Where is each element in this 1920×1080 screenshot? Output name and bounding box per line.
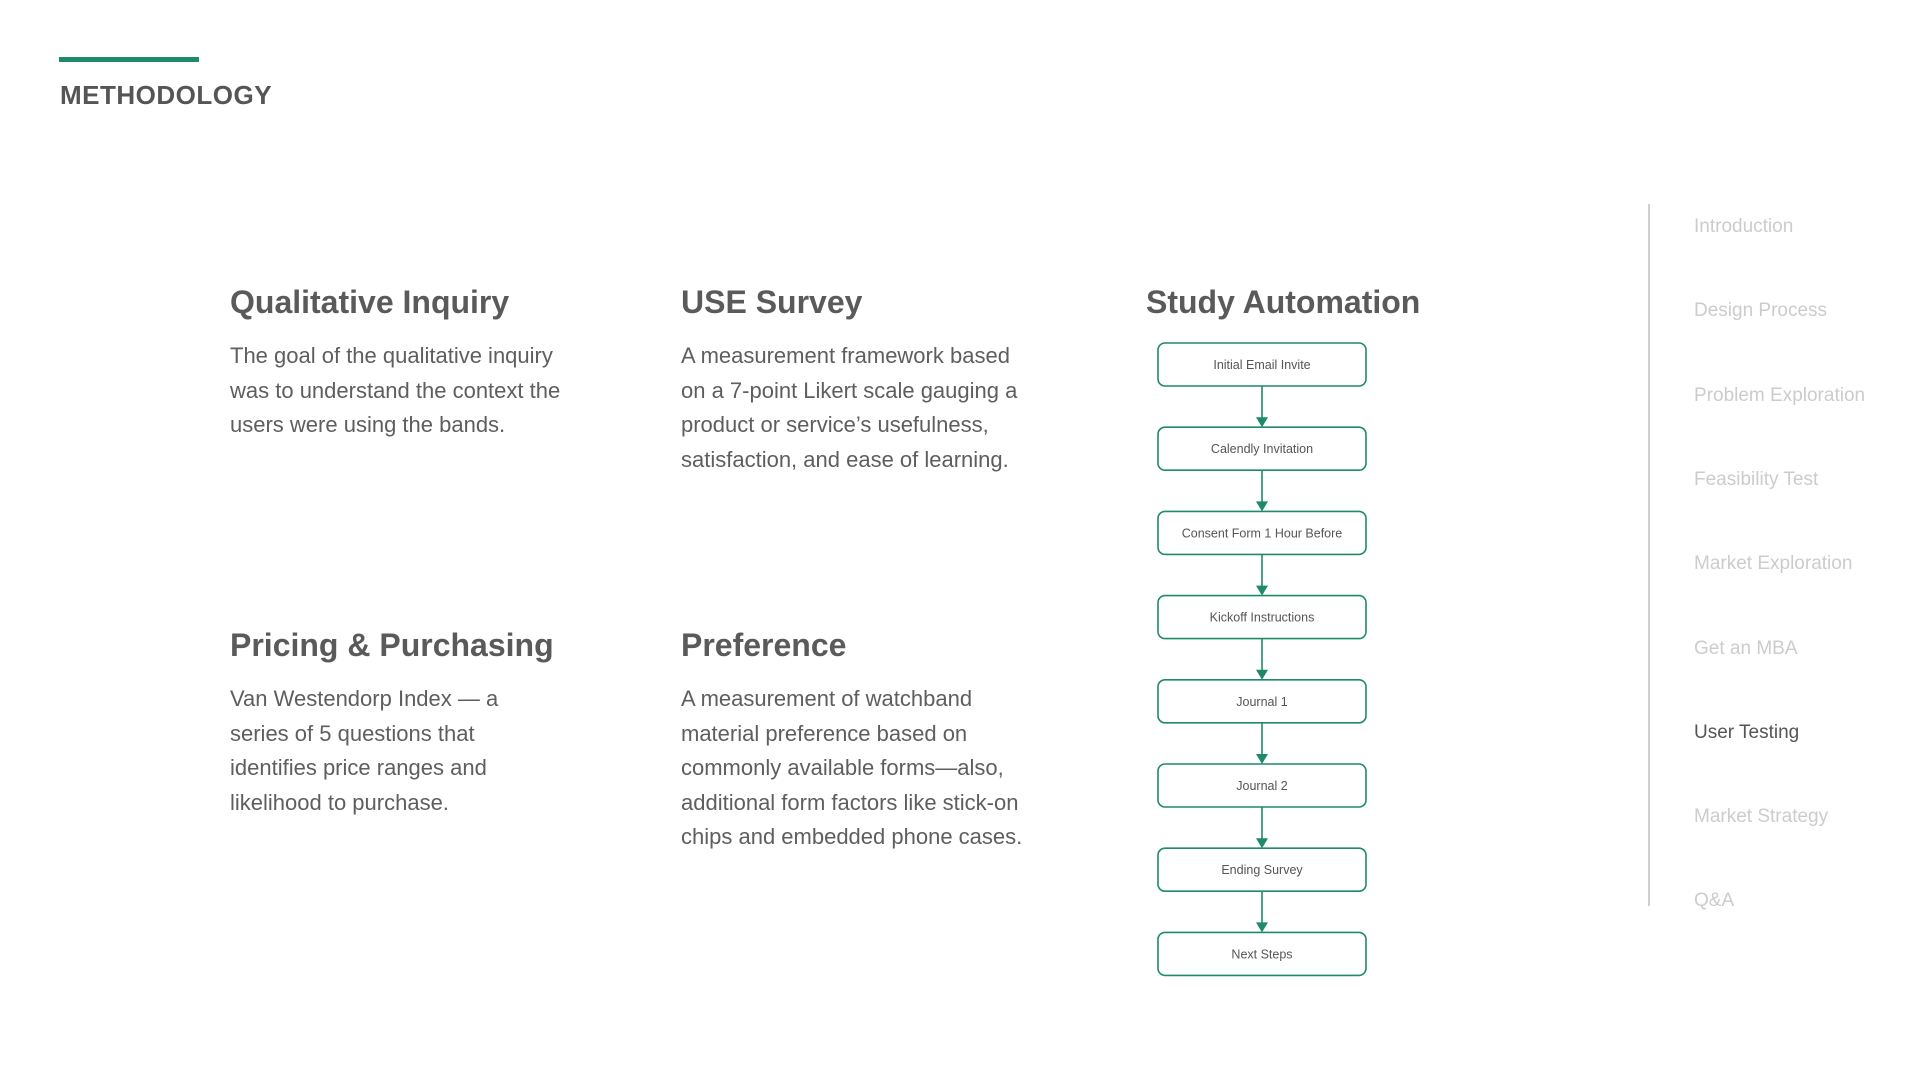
flow-step-label: Next Steps: [1231, 947, 1293, 962]
nav-item[interactable]: Introduction: [1694, 216, 1794, 237]
page-title: METHODOLOGY: [60, 80, 273, 110]
flow-step: [1158, 511, 1366, 554]
flow-step-label: Ending Survey: [1221, 863, 1303, 878]
flow-title: Study Automation: [1146, 284, 1421, 320]
section-body: Van Westendorp Index — a series of 5 questions that identifies price ranges and likelihood to purchase.: [230, 686, 499, 815]
flow-step-label: Journal 1: [1236, 694, 1288, 709]
flow-arrow-icon: [1256, 417, 1268, 427]
section-heading: Qualitative Inquiry: [230, 284, 510, 320]
flow-step-label: Kickoff Instructions: [1209, 610, 1315, 625]
section-body: A measurement of watchband material preference based on commonly available forms—also, additional form factors like stick-on chips and embedded phone cases.: [681, 686, 1023, 849]
flow-step-label: Calendly Invitation: [1210, 442, 1314, 457]
nav-item[interactable]: Market Strategy: [1694, 806, 1829, 828]
nav-item[interactable]: Feasibility Test: [1694, 468, 1819, 490]
nav-item[interactable]: Design Process: [1694, 300, 1828, 322]
nav-item[interactable]: User Testing: [1694, 721, 1800, 743]
flow-step-label: Initial Email Invite: [1213, 358, 1311, 372]
section-body: A measurement framework based on a 7-point Likert scale gauging a product or service’s usefulness, satisfaction, and ease of learning.: [681, 343, 1018, 472]
flow-arrow-icon: [1256, 586, 1268, 596]
flow-step: [1158, 848, 1366, 891]
flow-step: [1158, 427, 1366, 470]
nav-item[interactable]: Get an MBA: [1694, 637, 1798, 659]
flow-step-label: Journal 2: [1236, 779, 1288, 793]
flow-arrow-icon: [1256, 754, 1268, 764]
flow-arrow-icon: [1256, 838, 1268, 848]
section-nav: [1648, 204, 1910, 912]
nav-item[interactable]: Problem Exploration: [1694, 384, 1866, 406]
section-heading: Pricing & Purchasing: [230, 627, 554, 663]
flow-arrow-icon: [1256, 670, 1268, 680]
nav-item[interactable]: Q&A: [1694, 890, 1735, 912]
flow-step: [1158, 764, 1366, 807]
flow-step: [1158, 932, 1366, 975]
flow-arrow-icon: [1256, 501, 1268, 511]
nav-item[interactable]: Market Exploration: [1694, 553, 1853, 575]
flow-step: [1158, 680, 1366, 723]
section-heading: Preference: [681, 627, 847, 663]
section-heading: USE Survey: [681, 284, 863, 320]
section-body: The goal of the qualitative inquiry was to understand the context the users were using the bands.: [230, 343, 561, 437]
flow-step: [1158, 343, 1366, 386]
flow-step: [1158, 596, 1366, 639]
flow-step-label: Consent Form 1 Hour Before: [1181, 526, 1343, 541]
flow-arrow-icon: [1256, 922, 1268, 932]
